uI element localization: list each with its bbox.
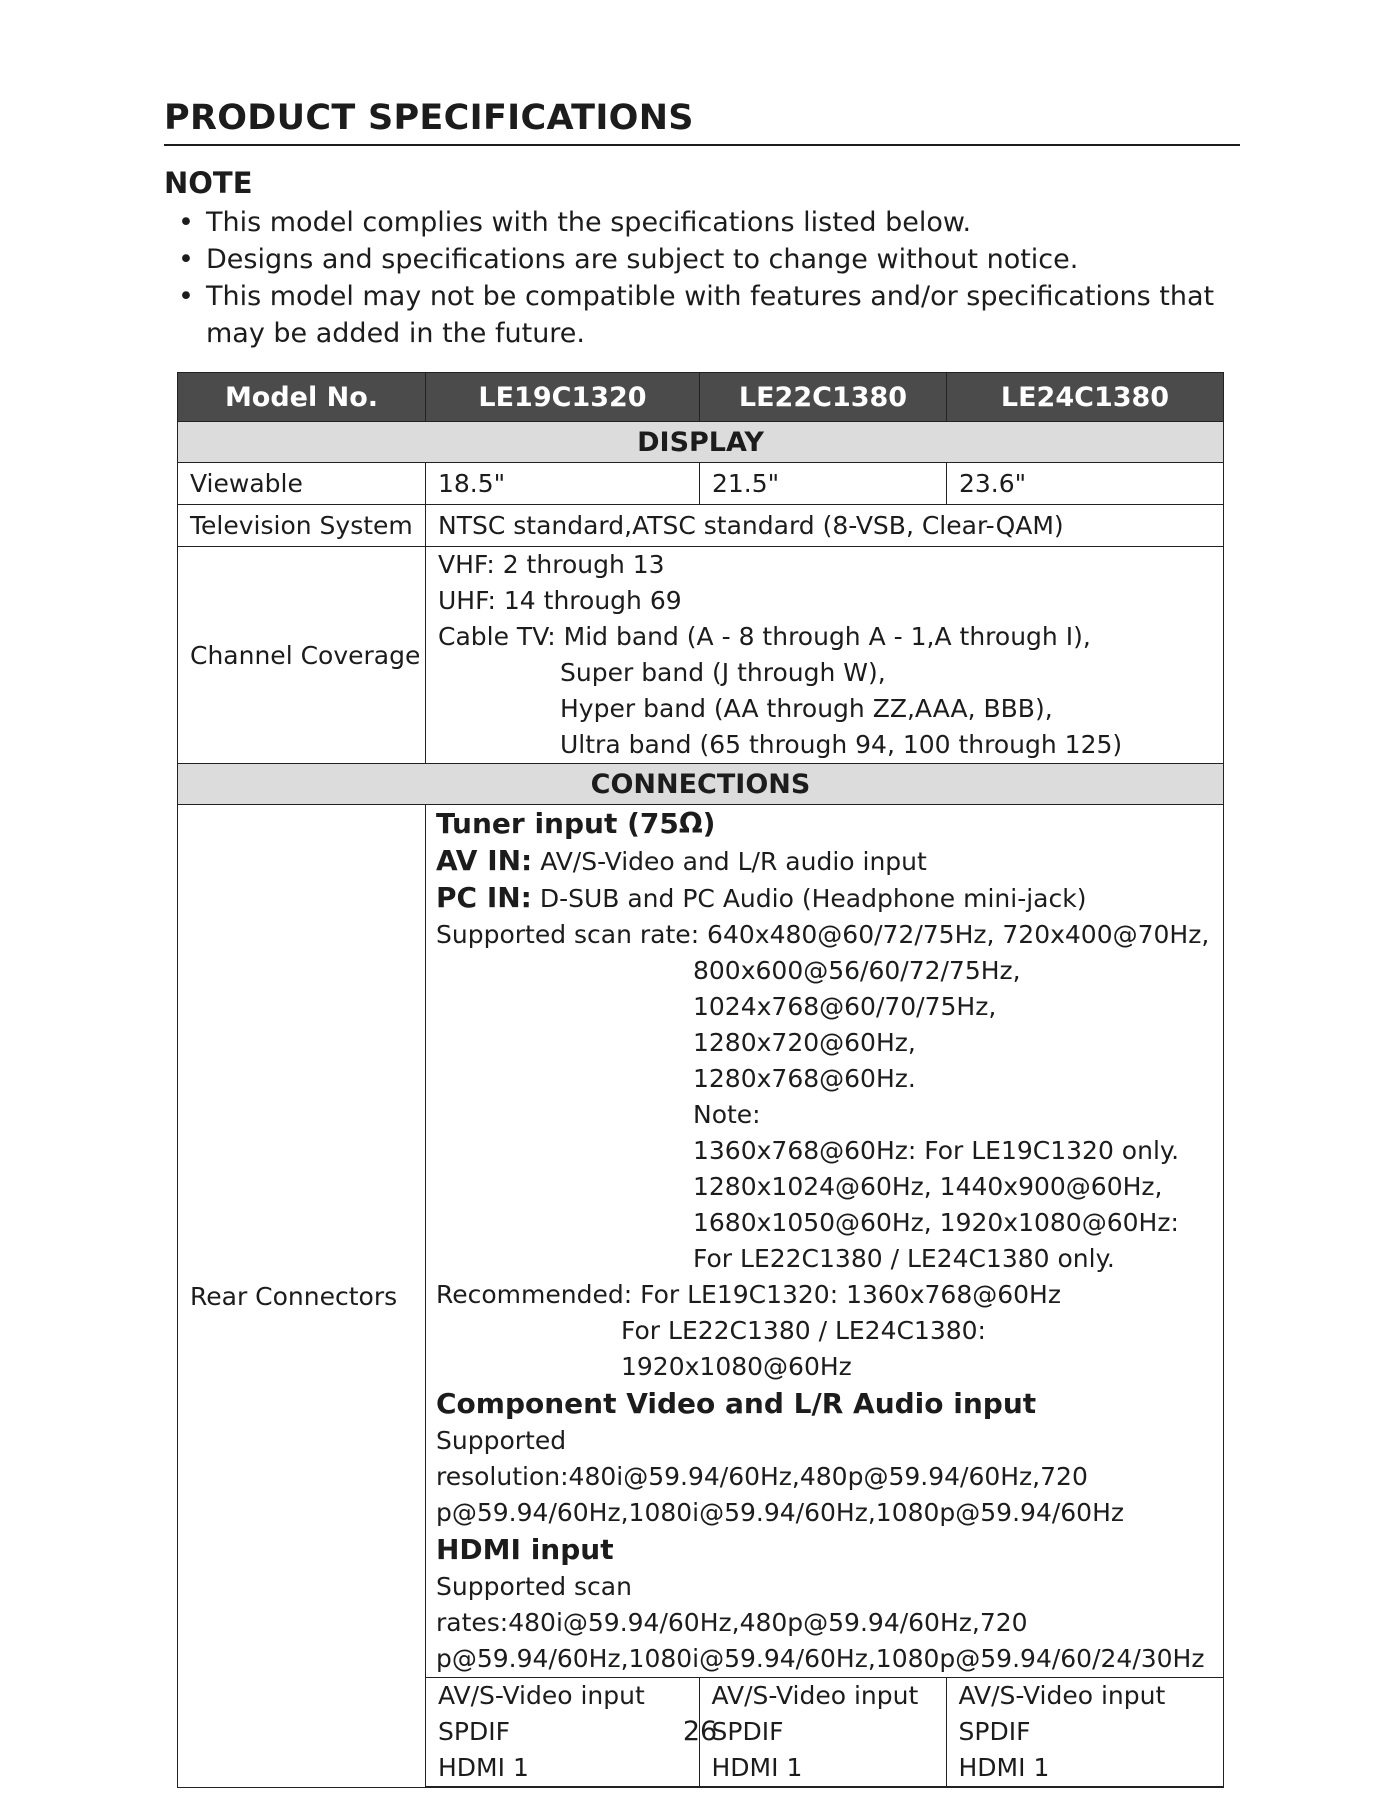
note-item: • This model complies with the specifications listed below. [178, 204, 1244, 241]
pc-in-label: PC IN: [436, 881, 532, 914]
table-row-viewable [178, 463, 1224, 505]
connector-item: HDMI 1 [438, 1753, 529, 1782]
title-rule [164, 144, 1240, 146]
channel-line: VHF: 2 through 13 [438, 550, 665, 579]
section-row-display [178, 422, 1224, 463]
scan-rate-line: 1280x768@60Hz. [693, 1064, 916, 1093]
scan-rate-line: Supported scan rate: 640x480@60/72/75Hz, 720x400@70Hz, [436, 920, 1210, 949]
recommended-line: 1920x1080@60Hz [621, 1352, 852, 1381]
viewable-value: 18.5" [426, 463, 700, 505]
channel-line: Ultra band (65 through 94, 100 through 125) [560, 730, 1123, 759]
av-in-line [436, 843, 1213, 880]
connector-item: HDMI 1 [958, 1753, 1050, 1782]
viewable-label: Viewable [178, 463, 426, 505]
page-number: 26 [682, 1716, 718, 1747]
tv-system-value: NTSC standard,ATSC standard (8-VSB, Clear-QAM) [426, 505, 1224, 547]
pc-in-line [436, 880, 1213, 917]
hdmi-line: p@59.94/60Hz,1080i@59.94/60Hz,1080p@59.94/60/24/30Hz [436, 1644, 1205, 1673]
connector-item: AV/S-Video input [438, 1681, 645, 1710]
channel-coverage-value [426, 547, 1224, 764]
channel-coverage-label: Channel Coverage [178, 547, 426, 764]
table-row-rear-connectors [178, 805, 1224, 1788]
channel-line: Cable TV: Mid band (A - 8 through A - 1,A through I), [438, 622, 1091, 651]
header-model-no: Model No. [178, 373, 426, 422]
scan-rate-line: 800x600@56/60/72/75Hz, [693, 956, 1021, 985]
hdmi-line: Supported scan rates:480i@59.94/60Hz,480p@59.94/60Hz,720 [436, 1572, 1028, 1637]
page-title: PRODUCT SPECIFICATIONS [164, 98, 694, 138]
pc-in-text: D-SUB and PC Audio (Headphone mini-jack) [531, 884, 1087, 913]
scan-rate-line: 1280x1024@60Hz, 1440x900@60Hz, [693, 1172, 1163, 1201]
connector-item: AV/S-Video input [711, 1681, 919, 1710]
viewable-value: 21.5" [700, 463, 947, 505]
section-row-connections [178, 764, 1224, 805]
section-display-title: DISPLAY [178, 422, 1224, 463]
scan-rate-line: 1360x768@60Hz: For LE19C1320 only. [693, 1136, 1180, 1165]
component-line: Supported resolution:480i@59.94/60Hz,480p@59.94/60Hz,720 [436, 1426, 1088, 1491]
connector-item: SPDIF [711, 1717, 784, 1746]
scan-rate-line: 1024x768@60/70/75Hz, 1280x720@60Hz, [693, 992, 997, 1057]
note-item: • This model may not be compatible with features and/or specifications that may be added in the future. [178, 278, 1244, 352]
component-heading: Component Video and L/R Audio input [436, 1387, 1037, 1420]
header-model-3: LE24C1380 [947, 373, 1224, 422]
component-line: p@59.94/60Hz,1080i@59.94/60Hz,1080p@59.94/60Hz [436, 1498, 1125, 1527]
channel-line: Hyper band (AA through ZZ,AAA, BBB), [560, 694, 1053, 723]
hdmi-heading: HDMI input [436, 1533, 614, 1566]
scan-rate-line: For LE22C1380 / LE24C1380 only. [693, 1244, 1115, 1273]
av-in-text: AV/S-Video and L/R audio input [532, 847, 927, 876]
tv-system-label: Television System [178, 505, 426, 547]
recommended-line: For LE22C1380 / LE24C1380: [621, 1316, 986, 1345]
connector-item: AV/S-Video input [958, 1681, 1166, 1710]
note-item: • Designs and specifications are subject to change without notice. [178, 241, 1244, 278]
connector-item: SPDIF [438, 1717, 510, 1746]
scan-rate-line: 1680x1050@60Hz, 1920x1080@60Hz: [693, 1208, 1179, 1237]
table-row-tv-system [178, 505, 1224, 547]
connector-item: SPDIF [958, 1717, 1031, 1746]
rear-connectors-value [426, 805, 1224, 1788]
channel-line: UHF: 14 through 69 [438, 586, 682, 615]
note-heading: NOTE [164, 166, 253, 200]
viewable-value: 23.6" [947, 463, 1224, 505]
channel-line: Super band (J through W), [560, 658, 886, 687]
note-list [178, 204, 1244, 352]
spec-table [177, 372, 1224, 1788]
recommended-line: Recommended: For LE19C1320: 1360x768@60Hz [436, 1280, 1061, 1309]
scan-rate-line: Note: [693, 1100, 761, 1129]
header-model-1: LE19C1320 [426, 373, 700, 422]
table-header-row [178, 373, 1224, 422]
header-model-2: LE22C1380 [700, 373, 947, 422]
table-row-channel-coverage [178, 547, 1224, 764]
av-in-label: AV IN: [436, 844, 533, 877]
connector-item: HDMI 1 [711, 1753, 803, 1782]
section-connections-title: CONNECTIONS [178, 764, 1224, 805]
tuner-input-heading: Tuner input (75Ω) [436, 807, 716, 840]
rear-connectors-label: Rear Connectors [178, 805, 426, 1788]
